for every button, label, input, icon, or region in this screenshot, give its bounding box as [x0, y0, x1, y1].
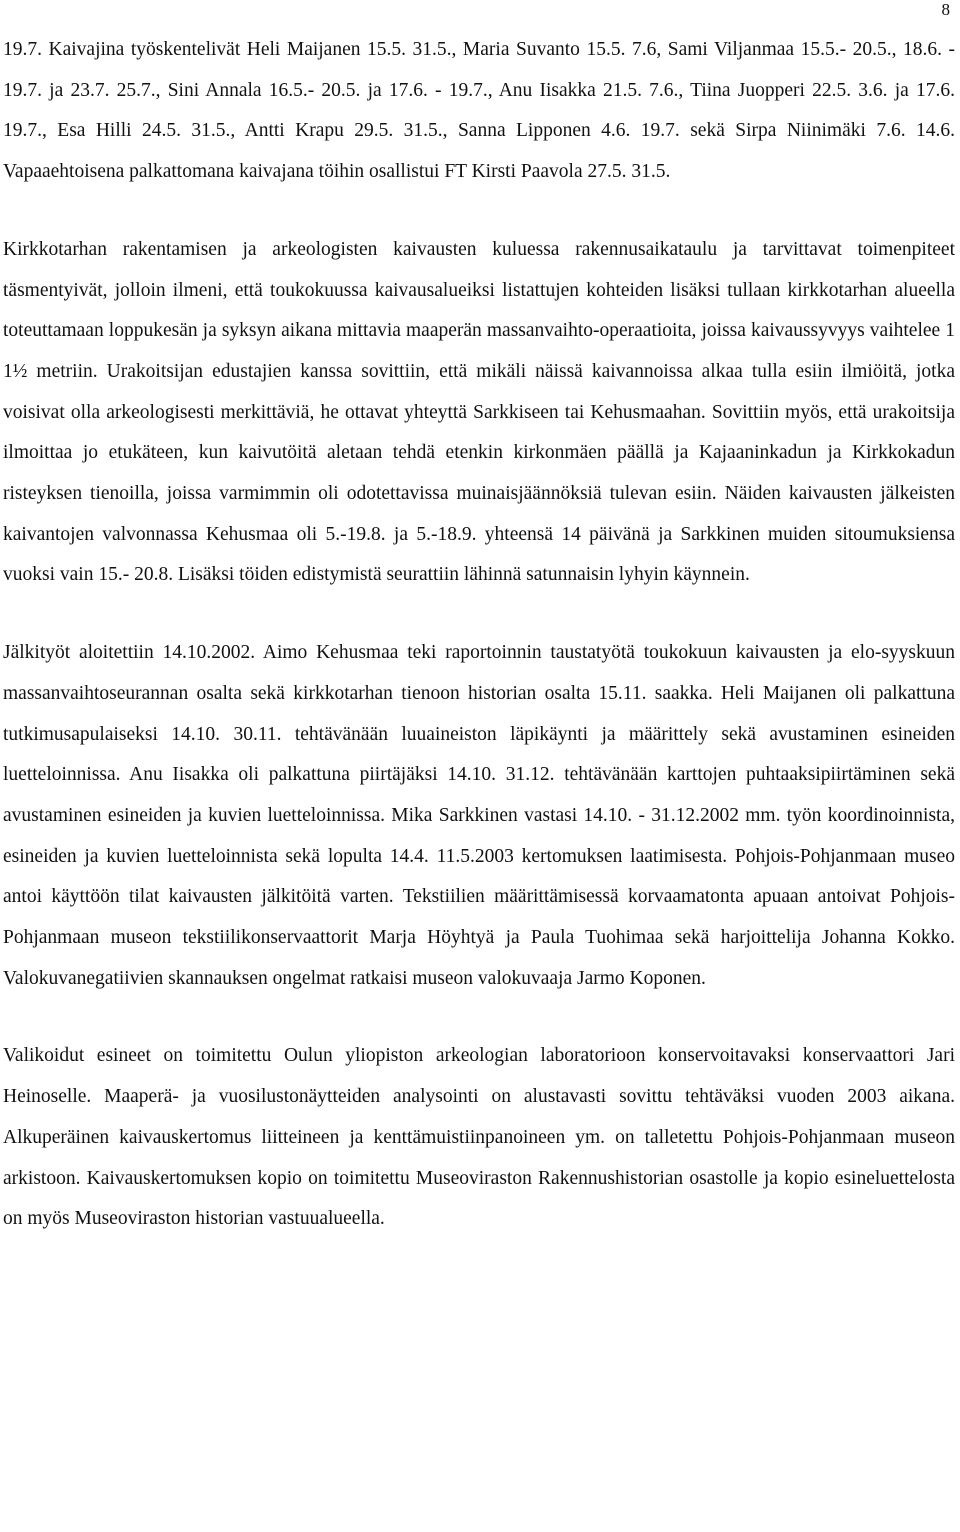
paragraph-conservation: Valikoidut esineet on toimitettu Oulun yliopiston arkeologian laboratorioon konservoitavaksi konservaattori Jari Heinoselle. Maaperä- ja vuosilustonäytteiden analysointi on alustavasti sovittu tehtäväksi vuoden 2003 aikana. Alkuperäinen kaivauskertomus liitteineen ja kenttämuistiinpanoineen ym. on talletettu Pohjois-Pohjanmaan museon arkistoon. Kaivauskertomuksen kopio on toimitettu Museoviraston Rakennushistorian osastolle ja kopio esineluettelosta on myös Museoviraston historian vastuualueella.: [3, 1045, 955, 1230]
page-number: 8: [941, 0, 950, 19]
paragraph-post-excavation: Jälkityöt aloitettiin 14.10.2002. Aimo Kehusmaa teki raportoinnin taustatyötä toukokuun kaivausten ja elo-syyskuun massanvaihtoseurannan osalta sekä kirkkotarhan tienoon historian osalta 15.11. saakka. Heli Maijanen oli palkattuna tutkimusapulaiseksi 14.10. 30.11. tehtävänään luuaineiston läpikäynti ja määrittely sekä avustaminen esineiden luetteloinnissa. Anu Iisakka oli palkattuna piirtäjäksi 14.10. 31.12. tehtävänään karttojen puhtaaksipiirtäminen sekä avustaminen esineiden ja kuvien luetteloinnissa. Mika Sarkkinen vastasi 14.10. - 31.12.2002 mm. työn koordinoinnista, esineiden ja kuvien luetteloinnista sekä lopulta 14.4. 11.5.2003 kertomuksen laatimisesta. Pohjois-Pohjanmaan museo antoi käyttöön tilat kaivausten jälkitöitä varten. Tekstiilien määrittämisessä korvaamatonta apuaan antoivat Pohjois-Pohjanmaan museon tekstiilikonservaattorit Marja Höyhtyä ja Paula Tuohimaa sekä harjoittelija Johanna Kokko. Valokuvanegatiivien skannauksen ongelmat ratkaisi museon valokuvaaja Jarmo Koponen.: [3, 642, 955, 989]
paragraph-excavators: 19.7. Kaivajina työskentelivät Heli Maijanen 15.5. 31.5., Maria Suvanto 15.5. 7.6, Sami Viljanmaa 15.5.- 20.5., 18.6. - 19.7. ja 23.7. 25.7., Sini Annala 16.5.- 20.5. ja 17.6. - 19.7., Anu Iisakka 21.5. 7.6., Tiina Juopperi 22.5. 3.6. ja 17.6. 19.7., Esa Hilli 24.5. 31.5., Antti Krapu 29.5. 31.5., Sanna Lipponen 4.6. 19.7. sekä Sirpa Niinimäki 7.6. 14.6. Vapaaehtoisena palkattomana kaivajana töihin osallistui FT Kirsti Paavola 27.5. 31.5.: [3, 39, 955, 183]
paragraph-soil-replacement: Kirkkotarhan rakentamisen ja arkeologisten kaivausten kuluessa rakennusaikataulu ja tarvittavat toimenpiteet täsmentyivät, jolloin ilmeni, että toukokuussa kaivausalueiksi listattujen kohteiden lisäksi tullaan kirkkotarhan alueella toteuttamaan loppukesän ja syksyn aikana mittavia maaperän massanvaihto-operaatioita, joissa kaivaussyvyys vaihtelee 1 1½ metriin. Urakoitsijan edustajien kanssa sovittiin, että mikäli näissä kaivannoissa alkaa tulla esiin ilmiöitä, jotka voisivat olla arkeologisesti merkittäviä, he ottavat yhteyttä Sarkkiseen tai Kehusmaahan. Sovittiin myös, että urakoitsija ilmoittaa jo etukäteen, kun kaivutöitä aletaan tehdä etenkin kirkonmäen päällä ja Kajaaninkadun ja Kirkkokadun risteyksen tienoilla, joissa varmimmin oli odotettavissa muinaisjäännöksiä tulevan esiin. Näiden kaivausten jälkeisten kaivantojen valvonnassa Kehusmaa oli 5.-19.8. ja 5.-18.9. yhteensä 14 päivänä ja Sarkkinen muiden sitoumuksiensa vuoksi vain 15.- 20.8. Lisäksi töiden edistymistä seurattiin lähinnä satunnaisin lyhyin käynnein.: [3, 238, 955, 586]
document-body: [3, 30, 955, 1240]
